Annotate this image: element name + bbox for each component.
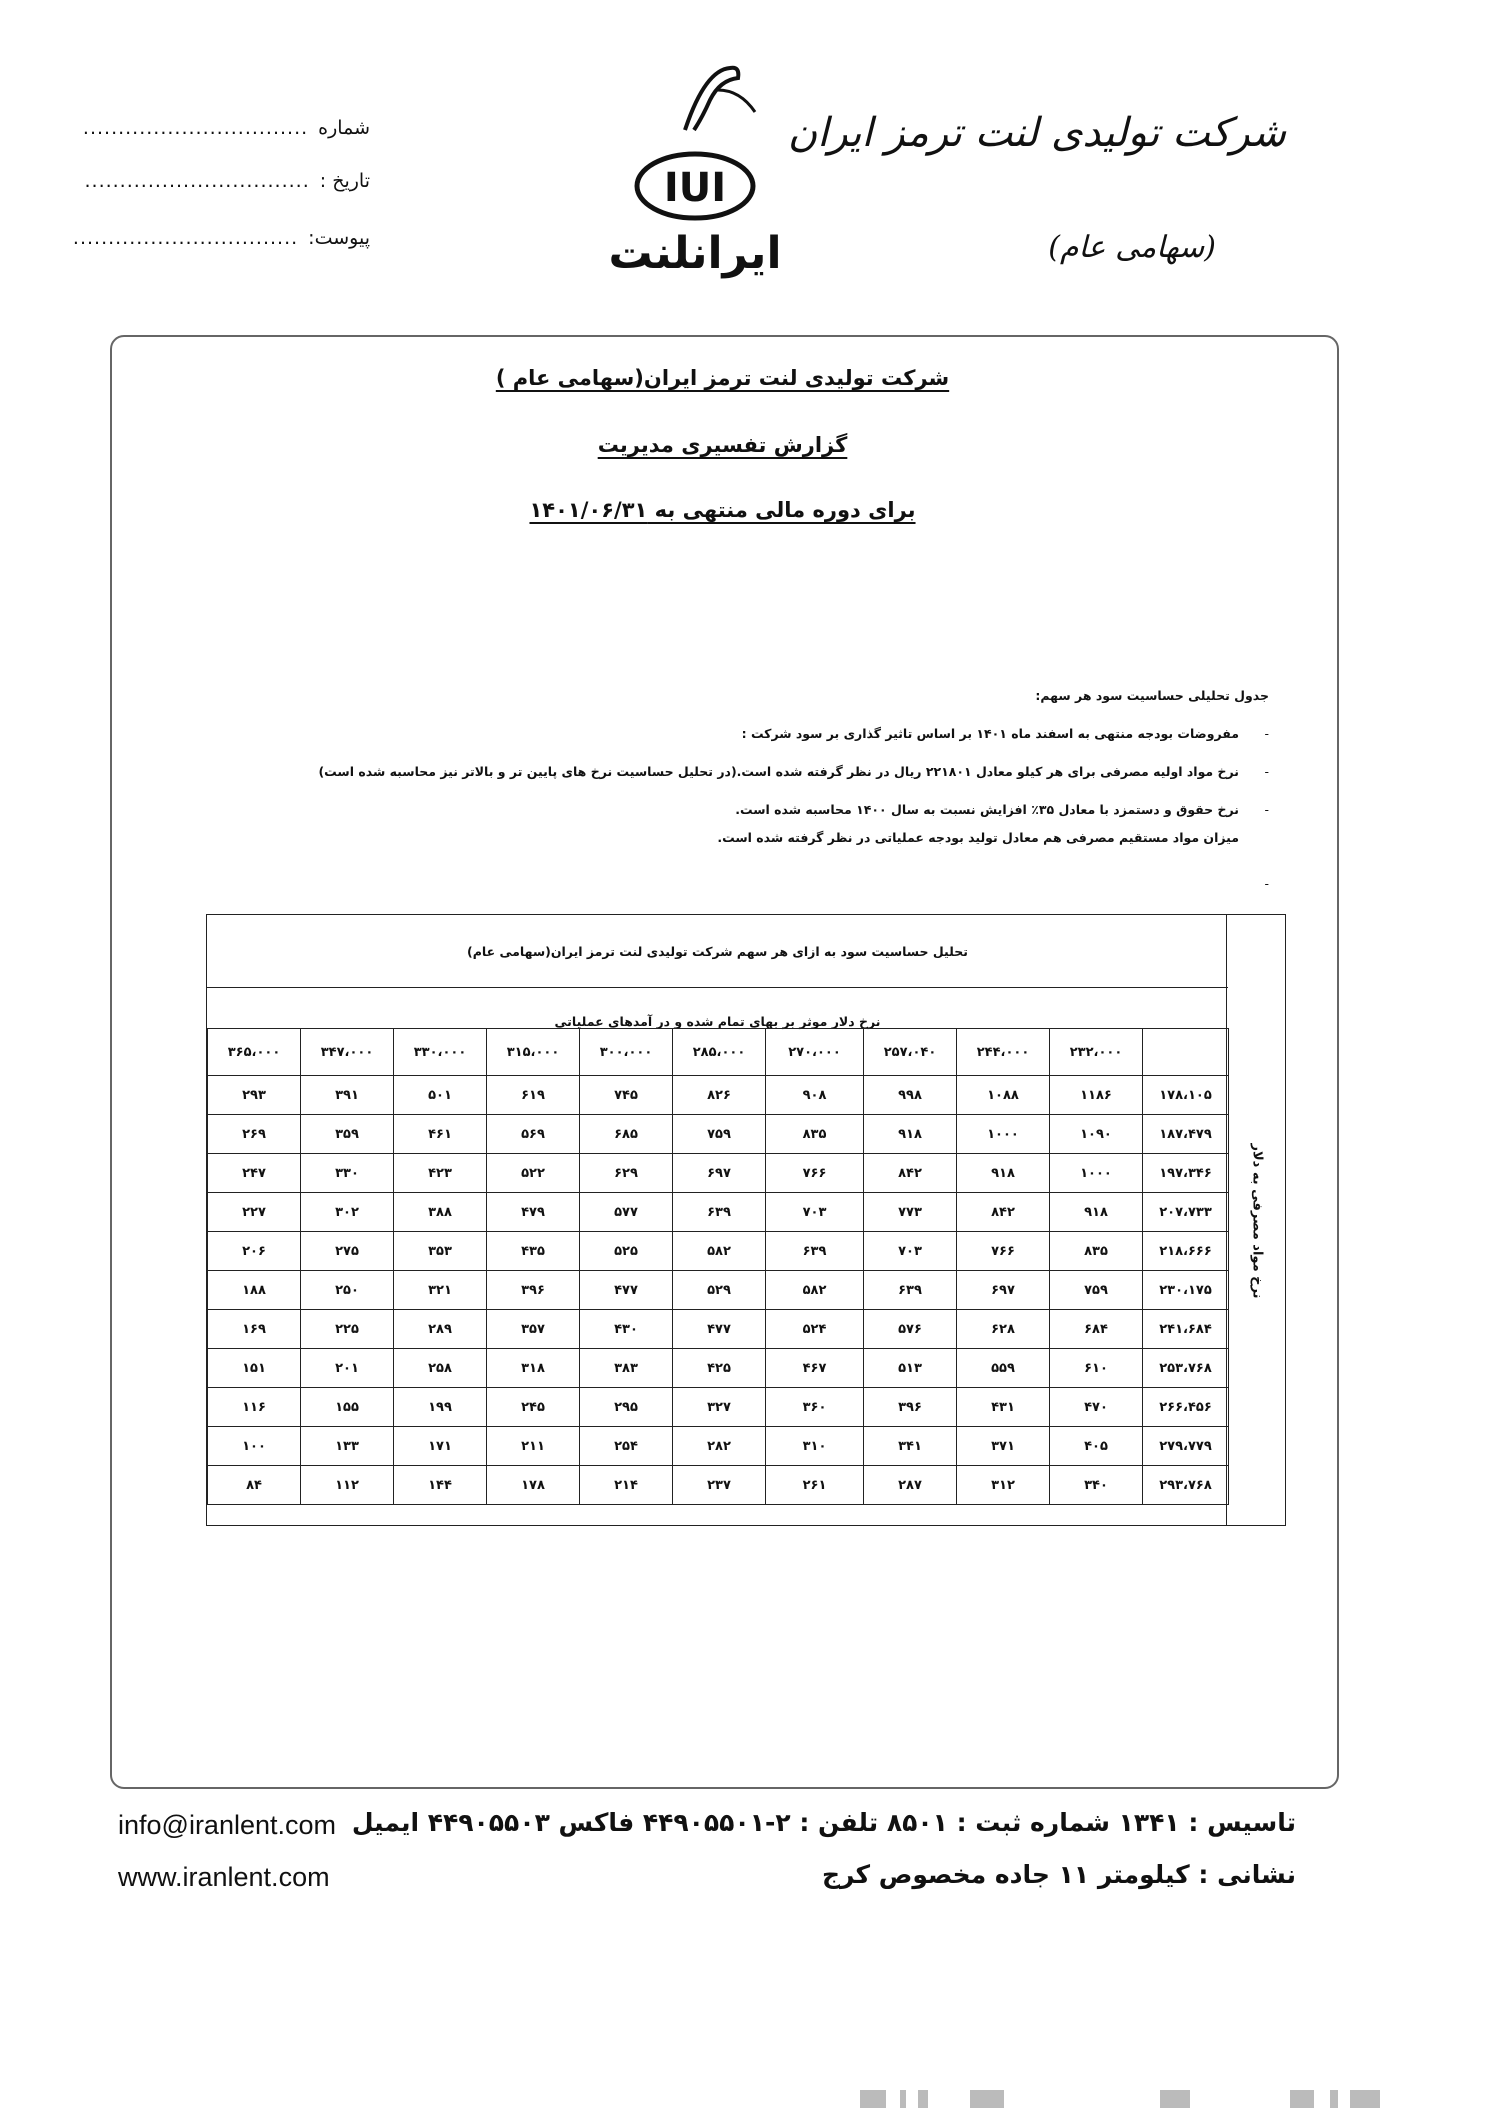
table-cell: ۳۱۰ [766,1427,864,1466]
table-cell: ۱۵۵ [301,1388,394,1427]
table-cell: ۳۳۰ [301,1154,394,1193]
table-cell: ۳۰۲ [301,1193,394,1232]
table-cell: ۵۸۲ [766,1271,864,1310]
table-cell: ۴۷۹ [487,1193,580,1232]
table-cell: ۲۲۷ [208,1193,301,1232]
company-type: (سهامی عام) [1048,230,1216,265]
table-cell: ۱۳۳ [301,1427,394,1466]
table-cell: ۳۵۹ [301,1115,394,1154]
row-header: ۱۹۷،۳۴۶ [1143,1154,1229,1193]
footer-website: www.iranlent.com [118,1862,330,1892]
table-row [208,1388,1229,1427]
table-cell: ۴۳۱ [957,1388,1050,1427]
table-cell: ۶۲۹ [580,1154,673,1193]
table-cell: ۱۰۰۰ [957,1115,1050,1154]
meta-date [84,170,370,192]
table-cell: ۱۷۱ [394,1427,487,1466]
table-cell: ۷۵۹ [1050,1271,1143,1310]
table-cell: ۷۶۶ [957,1232,1050,1271]
row-header: ۲۳۰،۱۷۵ [1143,1271,1229,1310]
logo-emblem-icon [590,60,800,230]
row-header: ۲۴۱،۶۸۴ [1143,1310,1229,1349]
table-cell: ۳۵۳ [394,1232,487,1271]
table-cell: ۹۱۸ [957,1154,1050,1193]
table-cell: ۹۹۸ [864,1076,957,1115]
table-row [208,1076,1229,1115]
table-cell: ۳۲۷ [673,1388,766,1427]
table-cell: ۳۴۱ [864,1427,957,1466]
table-row [208,1349,1229,1388]
table-cell: ۸۲۶ [673,1076,766,1115]
table-cell: ۳۱۸ [487,1349,580,1388]
table-cell: ۵۲۴ [766,1310,864,1349]
sensitivity-table [206,914,1286,1526]
meta-attachment-label: پیوست: [308,227,370,249]
table-cell: ۱۴۴ [394,1466,487,1505]
row-header: ۲۹۳،۷۶۸ [1143,1466,1229,1505]
table-cell: ۵۱۳ [864,1349,957,1388]
table-cell: ۳۹۶ [487,1271,580,1310]
report-subtitle: گزارش تفسیری مدیریت [597,433,848,457]
scan-artifact [860,2090,1420,2108]
column-header: ۳۳۰،۰۰۰ [394,1029,487,1076]
table-cell: ۴۲۳ [394,1154,487,1193]
table-cell: ۲۴۵ [487,1388,580,1427]
table-cell: ۴۲۵ [673,1349,766,1388]
report-title: شرکت تولیدی لنت ترمز ایران(سهامی عام ) [495,366,950,390]
bullet-dash-icon: - [1264,876,1269,891]
table-cell: ۴۶۱ [394,1115,487,1154]
footer-contact: تاسیس : ۱۳۴۱ شماره ثبت : ۸۵۰۱ تلفن : ۲-۴۴۹۰۵۵۰۱ فاکس ۴۴۹۰۵۵۰۳ ایمیل [351,1808,1296,1837]
table-cell: ۶۸۵ [580,1115,673,1154]
table-cell: ۳۴۰ [1050,1466,1143,1505]
table-row [208,1154,1229,1193]
meta-number-label: شماره [318,117,370,139]
table-cell: ۳۹۶ [864,1388,957,1427]
table-cell: ۷۷۳ [864,1193,957,1232]
meta-attachment-dots: ................................ [72,227,299,249]
sensitivity-grid [207,1028,1229,1505]
note-item: - مفروضات بودجه منتهی به اسفند ماه ۱۴۰۱ بر اساس تاثیر گذاری بر سود شرکت : [269,724,1269,744]
meta-date-label: تاریخ : [319,170,370,192]
table-cell: ۲۸۷ [864,1466,957,1505]
table-cell: ۶۳۹ [864,1271,957,1310]
footer-address: نشانی : کیلومتر ۱۱ جاده مخصوص کرج [821,1860,1296,1889]
table-cell: ۲۶۹ [208,1115,301,1154]
table-cell: ۷۵۹ [673,1115,766,1154]
table-cell: ۸۴ [208,1466,301,1505]
column-header: ۲۳۲،۰۰۰ [1050,1029,1143,1076]
column-header: ۲۷۰،۰۰۰ [766,1029,864,1076]
table-cell: ۳۷۱ [957,1427,1050,1466]
table-cell: ۶۹۷ [957,1271,1050,1310]
table-cell: ۳۶۰ [766,1388,864,1427]
bullet-dash-icon: - [1264,802,1269,817]
table-cell: ۶۱۹ [487,1076,580,1115]
meta-attachment [72,227,370,249]
table-cell: ۲۱۱ [487,1427,580,1466]
table-cell: ۲۶۱ [766,1466,864,1505]
table-cell: ۱۱۲ [301,1466,394,1505]
assumptions-notes [269,686,1269,891]
table-cell: ۱۶۹ [208,1310,301,1349]
table-cell: ۷۶۶ [766,1154,864,1193]
table-side-frame [1227,914,1286,1526]
meta-number-dots: ................................ [82,117,309,139]
column-header: ۲۵۷،۰۴۰ [864,1029,957,1076]
bullet-dash-icon: - [1264,764,1269,779]
company-name: شرکت تولیدی لنت ترمز ایران [787,110,1286,156]
table-cell: ۸۴۲ [957,1193,1050,1232]
table-cell: ۵۲۹ [673,1271,766,1310]
table-cell: ۸۳۵ [766,1115,864,1154]
table-cell: ۴۳۰ [580,1310,673,1349]
row-axis-label: نرخ مواد مصرفی به دلار [1249,1143,1264,1299]
table-cell: ۳۵۷ [487,1310,580,1349]
table-cell: ۵۲۵ [580,1232,673,1271]
table-cell: ۴۷۷ [673,1310,766,1349]
table-cell: ۷۴۵ [580,1076,673,1115]
table-caption: تحلیل حساسیت سود به ازای هر سهم شرکت تولیدی لنت ترمز ایران(سهامی عام) [207,915,1228,988]
table-cell: ۵۸۲ [673,1232,766,1271]
table-cell: ۲۹۳ [208,1076,301,1115]
table-cell: ۵۲۲ [487,1154,580,1193]
table-cell: ۸۳۵ [1050,1232,1143,1271]
table-row [208,1232,1229,1271]
row-header: ۲۰۷،۷۳۳ [1143,1193,1229,1232]
table-cell: ۲۵۰ [301,1271,394,1310]
table-cell: ۶۸۴ [1050,1310,1143,1349]
row-header: ۲۱۸،۶۶۶ [1143,1232,1229,1271]
footer-email: info@iranlent.com [118,1810,337,1840]
table-cell: ۱۹۹ [394,1388,487,1427]
table-cell: ۱۱۶ [208,1388,301,1427]
table-cell: ۴۶۷ [766,1349,864,1388]
table-row [208,1271,1229,1310]
column-header: ۳۴۷،۰۰۰ [301,1029,394,1076]
table-cell: ۲۷۵ [301,1232,394,1271]
table-cell: ۲۳۷ [673,1466,766,1505]
brand-wordmark: ایرانلنت [608,228,782,279]
table-cell: ۱۷۸ [487,1466,580,1505]
notes-heading: جدول تحلیلی حساسیت سود هر سهم: [1035,688,1269,703]
table-row [208,1466,1229,1505]
table-cell: ۳۸۳ [580,1349,673,1388]
table-cell: ۶۲۸ [957,1310,1050,1349]
bullet-dash-icon: - [1264,726,1269,741]
table-cell: ۲۵۸ [394,1349,487,1388]
table-cell: ۵۵۹ [957,1349,1050,1388]
table-cell: ۴۷۰ [1050,1388,1143,1427]
table-cell: ۲۵۴ [580,1427,673,1466]
table-cell: ۵۷۶ [864,1310,957,1349]
meta-date-dots: ................................ [84,170,310,192]
note-item: میزان مواد مستقیم مصرفی هم معادل تولید بودجه عملیاتی در نظر گرفته شده است. [717,830,1239,845]
table-cell: ۸۴۲ [864,1154,957,1193]
table-cell: ۱۰۸۸ [957,1076,1050,1115]
column-header: ۳۰۰،۰۰۰ [580,1029,673,1076]
column-header: ۳۱۵،۰۰۰ [487,1029,580,1076]
table-body-frame [206,914,1227,1526]
table-cell: ۷۰۳ [766,1193,864,1232]
table-cell: ۲۴۷ [208,1154,301,1193]
table-cell: ۴۰۵ [1050,1427,1143,1466]
table-subcaption: نرخ دلار موثر بر بهای تمام شده و در آمدهای عملیاتی [554,1014,881,1029]
table-cell: ۳۹۱ [301,1076,394,1115]
row-header: ۲۵۳،۷۶۸ [1143,1349,1229,1388]
table-cell: ۱۸۸ [208,1271,301,1310]
row-header: ۲۶۶،۴۵۶ [1143,1388,1229,1427]
table-row [208,1427,1229,1466]
company-logo [590,60,800,279]
row-header: ۱۸۷،۴۷۹ [1143,1115,1229,1154]
table-cell: ۳۲۱ [394,1271,487,1310]
table-cell: ۳۸۸ [394,1193,487,1232]
table-cell: ۲۹۵ [580,1388,673,1427]
table-cell: ۲۰۶ [208,1232,301,1271]
table-cell: ۱۰۹۰ [1050,1115,1143,1154]
table-cell: ۱۰۰۰ [1050,1154,1143,1193]
note-item: - نرخ حقوق و دستمزد با معادل ۳۵٪ افزایش نسبت به سال ۱۴۰۰ محاسبه شده است. [269,800,1269,820]
table-cell: ۵۶۹ [487,1115,580,1154]
table-cell: ۴۳۵ [487,1232,580,1271]
table-cell: ۱۰۰ [208,1427,301,1466]
table-cell: ۲۱۴ [580,1466,673,1505]
row-header: ۲۷۹،۷۷۹ [1143,1427,1229,1466]
table-cell: ۲۲۵ [301,1310,394,1349]
note-item: - نرخ مواد اولیه مصرفی برای هر کیلو معادل ۲۲۱۸۰۱ ریال در نظر گرفته شده است.(در تحلیل حساسیت نرخ های پایین تر و بالاتر نیز محاسبه شده است) [269,762,1269,782]
table-cell: ۷۰۳ [864,1232,957,1271]
table-cell: ۵۰۱ [394,1076,487,1115]
column-header: ۲۸۵،۰۰۰ [673,1029,766,1076]
table-cell: ۹۱۸ [1050,1193,1143,1232]
svg-text:IUI: IUI [663,165,727,211]
table-row [208,1310,1229,1349]
table-row [208,1115,1229,1154]
table-header-row [208,1029,1229,1076]
table-cell: ۲۸۲ [673,1427,766,1466]
table-cell: ۹۰۸ [766,1076,864,1115]
table-cell: ۲۰۱ [301,1349,394,1388]
header-corner [1143,1029,1229,1076]
column-header: ۳۶۵،۰۰۰ [208,1029,301,1076]
table-cell: ۱۱۸۶ [1050,1076,1143,1115]
table-cell: ۶۳۹ [673,1193,766,1232]
table-cell: ۶۹۷ [673,1154,766,1193]
meta-number [82,117,370,139]
table-cell: ۱۵۱ [208,1349,301,1388]
table-cell: ۳۱۲ [957,1466,1050,1505]
report-period: برای دوره مالی منتهی به ۱۴۰۱/۰۶/۳۱ [529,498,916,522]
table-row [208,1193,1229,1232]
table-cell: ۵۷۷ [580,1193,673,1232]
row-header: ۱۷۸،۱۰۵ [1143,1076,1229,1115]
column-header: ۲۴۴،۰۰۰ [957,1029,1050,1076]
table-cell: ۹۱۸ [864,1115,957,1154]
table-cell: ۶۱۰ [1050,1349,1143,1388]
table-cell: ۲۸۹ [394,1310,487,1349]
table-cell: ۴۷۷ [580,1271,673,1310]
table-cell: ۶۳۹ [766,1232,864,1271]
